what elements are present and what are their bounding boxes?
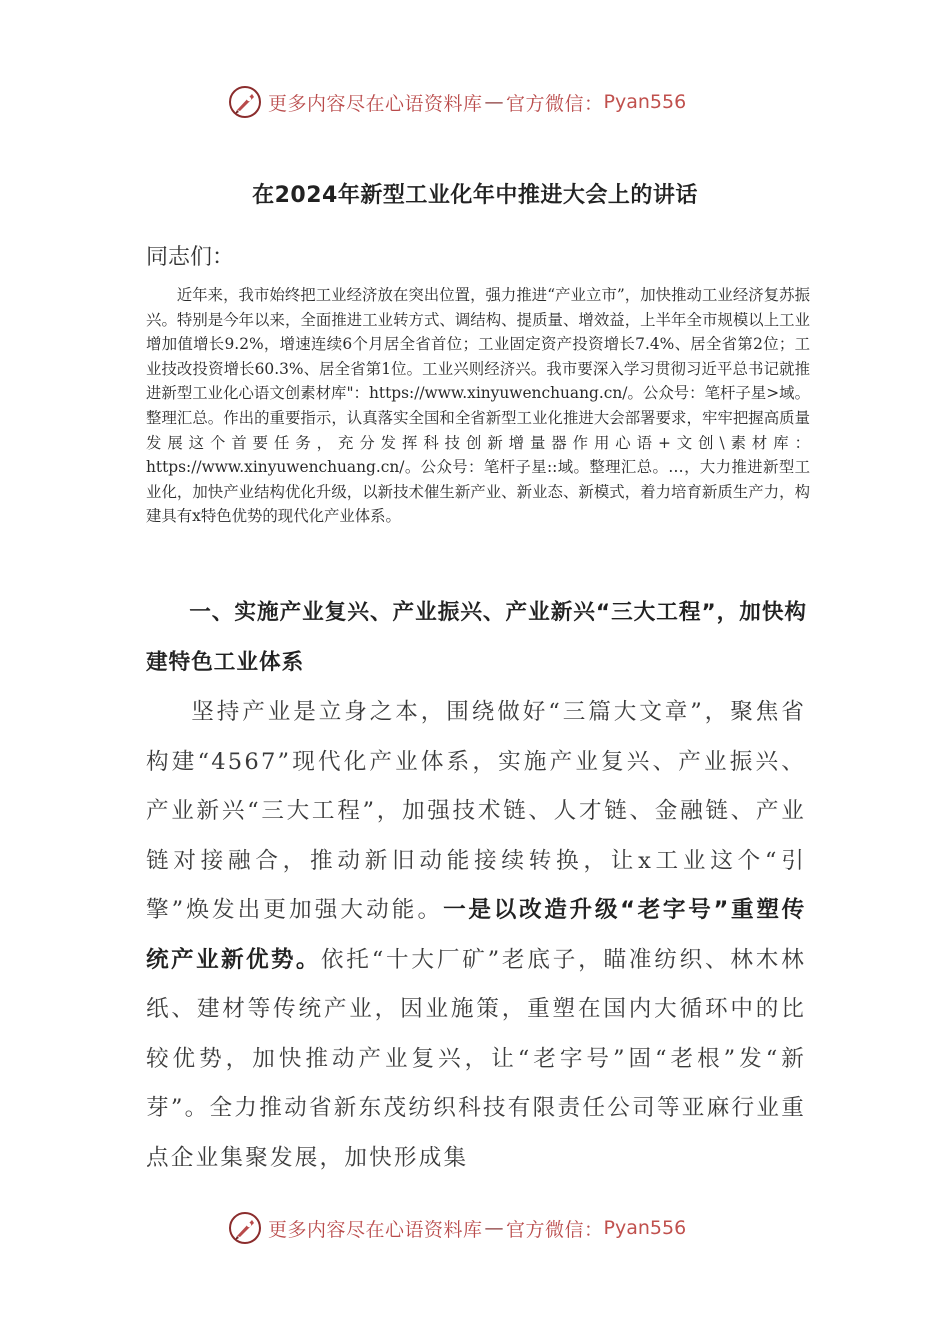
banner-contact-label: 官方微信： bbox=[506, 1218, 604, 1241]
page-title: 在2024年新型工业化年中推进大会上的讲话 bbox=[252, 183, 698, 208]
banner-separator: — bbox=[484, 91, 505, 113]
para-rest: 依托“十大厂矿”老底子，瞄准纺织、林木林纸、建材等传统产业，因业施策，重塑在国内大循环中的比较优势，加快推动产业复兴，让“老字号”固“老根”发“新芽”。全力推动省新东茂纺织科技有限责任公司等亚麻行业重点企业集聚发展，加快形成集 bbox=[146, 946, 806, 1171]
banner-text: 更多内容尽在心语资料库 bbox=[268, 1218, 483, 1241]
para-start: 坚持产业是立身之本，围绕做好“三篇大文章”，聚焦省构建“4567”现代化产业体系，实施产业复兴、产业振兴、产业新兴“三大工程”，加强技术链、人才链、金融链、产业链对接融合，推动新旧动能接续转换，让x工业这个“引擎”焕发出更加强大动能。 bbox=[146, 699, 806, 923]
quill-logo-icon bbox=[228, 85, 262, 119]
bold-lead-sentence: 一是以改造升级“老字号”重塑传统产业新优势。 bbox=[146, 897, 806, 973]
intro-paragraph: 近年来，我市始终把工业经济放在突出位置，强力推进“产业立市”，加快推动工业经济复苏振兴。特别是今年以来，全面推进工业转方式、调结构、提质量、增效益，上半年全市规模以上工业增加值增长9.2%，增速连续6个月居全省首位；工业固定资产投资增长7.4%、居全省第2位；工业技改投资增长60.3%、居全省第1位。工业兴则经济兴。我市要深入学习贯彻习近平总书记就推进新型工业化心语文创素材库"：https://www.xinyuwenchuang.cn/。公众号：笔杆子星>域。整理汇总。作出的重要指示，认真落实全国和全省新型工业化推进大会部署要求，牢牢把握高质量发展这个首要任务，充分发挥科技创新增量器作用心语+文创\素材库：https://www.xinyuwenchuang.cn/。公众号：笔杆子星::域。整理汇总。…，大力推进新型工业化，加快产业结构优化升级，以新技术催生新产业、新业态、新模式，着力培育新质生产力，构建具有x特色优势的现代化产业体系。 bbox=[146, 286, 810, 526]
banner-contact-label: 官方微信： bbox=[506, 92, 604, 115]
salutation: 同志们： bbox=[146, 245, 235, 270]
banner-separator: — bbox=[484, 1217, 505, 1239]
banner-contact-id: Pyan556 bbox=[603, 1217, 687, 1239]
banner-text: 更多内容尽在心语资料库 bbox=[268, 92, 483, 115]
header-banner bbox=[228, 82, 748, 122]
section-body-paragraph bbox=[146, 688, 806, 1183]
section-heading: 一、实施产业复兴、产业振兴、产业新兴“三大工程”，加快构建特色工业体系 bbox=[146, 600, 808, 675]
banner-contact-id: Pyan556 bbox=[603, 91, 687, 113]
quill-logo-icon bbox=[228, 1211, 262, 1245]
footer-banner bbox=[228, 1208, 748, 1248]
